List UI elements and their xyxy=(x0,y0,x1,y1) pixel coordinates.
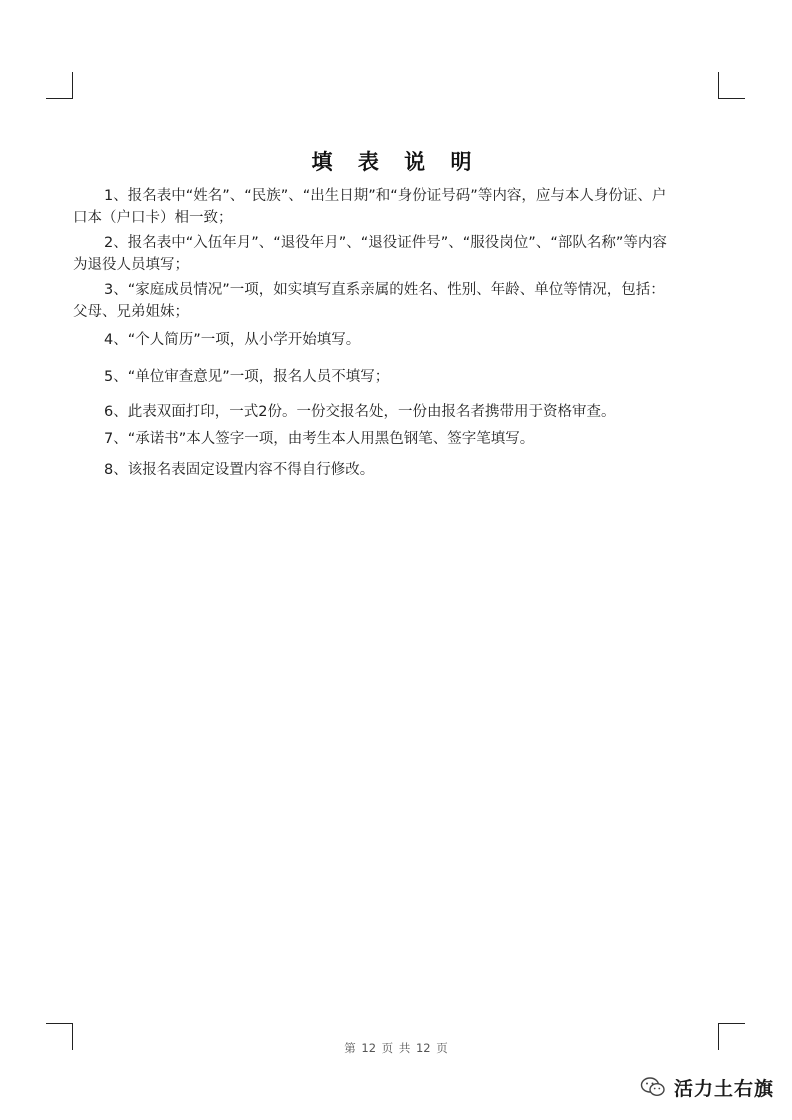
instruction-3: 3、“家庭成员情况”一项，如实填写直系亲属的姓名、性别、年龄、单位等情况，包括：父母、兄弟姐妹； xyxy=(73,282,665,320)
instruction-2: 2、报名表中“入伍年月”、“退役年月”、“退役证件号”、“服役岗位”、“部队名称”等内容为退役人员填写； xyxy=(73,235,667,273)
document-title: 填 表 说 明 xyxy=(311,150,481,174)
page-number: 第 12 页 共 12 页 xyxy=(344,1041,448,1055)
crop-mark-top-left xyxy=(46,72,73,99)
instruction-5: 5、“单位审查意见”一项，报名人员不填写； xyxy=(104,369,390,385)
watermark-text: 活力土右旗 xyxy=(674,1077,775,1100)
crop-mark-top-right xyxy=(718,72,745,99)
instruction-6: 6、此表双面打印，一式2份。一份交报名处，一份由报名者携带用于资格审查。 xyxy=(104,404,616,420)
instruction-1: 1、报名表中“姓名”、“民族”、“出生日期”和“身份证号码”等内容，应与本人身份证、户口本（户口卡）相一致； xyxy=(73,188,667,226)
instruction-7: 7、“承诺书”本人签字一项，由考生本人用黑色钢笔、签字笔填写。 xyxy=(104,431,535,447)
wechat-icon xyxy=(640,1076,666,1098)
instruction-4: 4、“个人简历”一项，从小学开始填写。 xyxy=(104,332,361,348)
instruction-8: 8、该报名表固定设置内容不得自行修改。 xyxy=(104,462,375,478)
watermark xyxy=(640,1073,774,1101)
